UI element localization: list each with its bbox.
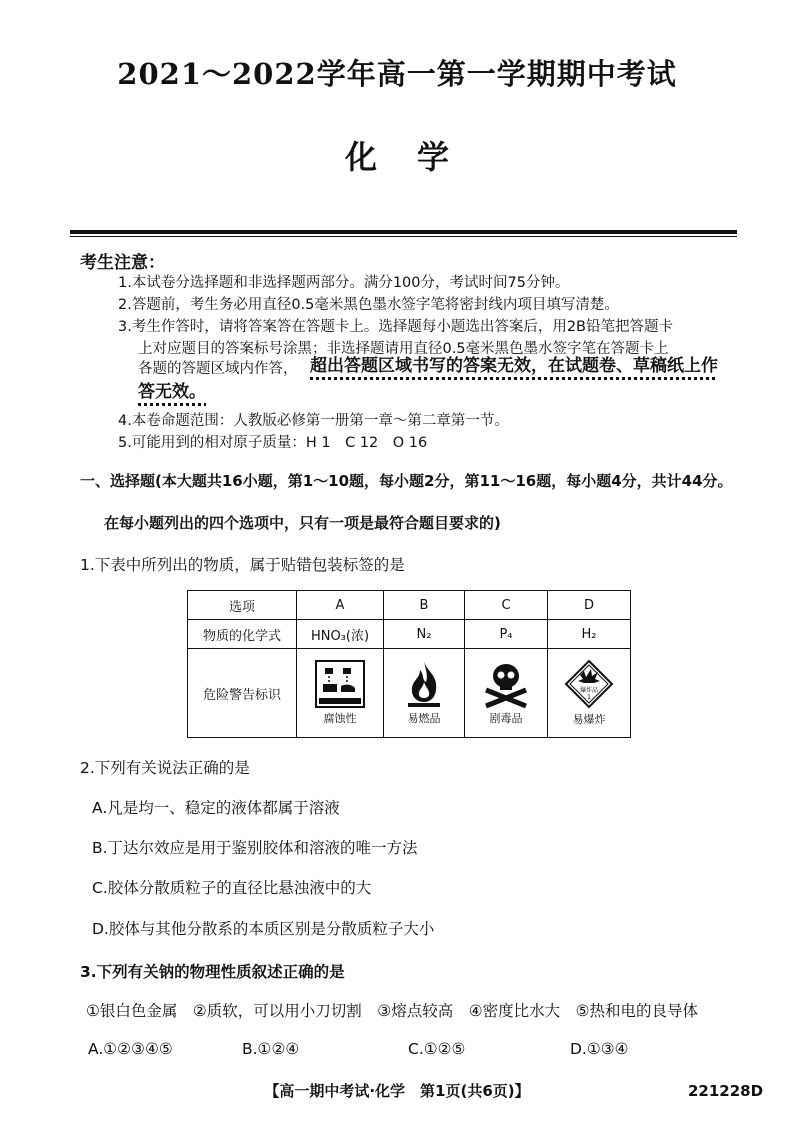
notice-item: 上对应题目的答案标号涂黑；非选择题请用直径0.5毫米黑色墨水签字笔在答题卡上 <box>138 341 669 357</box>
question-3-option: D.①③④ <box>570 1040 629 1058</box>
table-row <box>188 591 631 620</box>
divider <box>70 230 737 234</box>
table-cell: A <box>297 591 384 620</box>
question-3-stem: 3.下列有关钠的物理性质叙述正确的是 <box>80 963 345 981</box>
table-cell <box>297 649 384 738</box>
table-cell: B <box>384 591 465 620</box>
explosive-icon <box>564 659 614 709</box>
exam-title: 2021～2022学年高一第一学期期中考试 <box>117 57 677 91</box>
notice-item: 5.可能用到的相对原子质量：H 1 C 12 O 16 <box>118 435 428 451</box>
table-cell: N₂ <box>384 620 465 649</box>
table-cell: HNO₃(浓) <box>297 620 384 649</box>
question-1-stem: 1.下表中所列出的物质，属于贴错包装标签的是 <box>80 556 405 574</box>
notice-item: 1.本试卷分选择题和非选择题两部分。满分100分，考试时间75分钟。 <box>118 275 570 291</box>
paper-code: 221228D <box>688 1082 764 1100</box>
hazard-label: 腐蚀性 <box>323 712 357 725</box>
toxic-icon <box>480 660 532 708</box>
corrosive-icon <box>315 660 365 708</box>
notice-heading: 考生注意： <box>80 253 165 273</box>
explosive-inner-text: 爆炸品 <box>579 687 599 694</box>
question-2-option: D.胶体与其他分散系的本质区别是分散质粒子大小 <box>92 920 435 938</box>
page-footer: 【高一期中考试·化学 第1页(共6页)】 <box>264 1082 530 1100</box>
notice-item: 3.考生作答时，请将答案答在答题卡上。选择题每小题选出答案后，用2B铅笔把答题卡 <box>118 319 674 335</box>
notice-item: 2.答题前，考生务必用直径0.5毫米黑色墨水签字笔将密封线内项目填写清楚。 <box>118 297 619 313</box>
table-cell <box>548 649 631 738</box>
question-2-option: C.胶体分散质粒子的直径比悬浊液中的大 <box>92 879 372 897</box>
question-2-option: A.凡是均一、稳定的液体都属于溶液 <box>92 799 340 817</box>
notice-emphasis: 答无效。 <box>138 382 206 402</box>
question-2-option: B.丁达尔效应是用于鉴别胶体和溶液的唯一方法 <box>92 839 418 857</box>
hazard-label: 易燃品 <box>407 712 441 725</box>
section-heading: 一、选择题(本大题共16小题，第1～10题，每小题2分，第11～16题，每小题4分，共计44分。 <box>80 472 733 490</box>
hazard-label: 易爆炸 <box>572 713 606 726</box>
table-cell <box>465 649 548 738</box>
notice-item: 各题的答题区域内作答， <box>138 361 298 377</box>
table-cell: D <box>548 591 631 620</box>
notice-item: 4.本卷命题范围：人教版必修第一册第一章～第二章第一节。 <box>118 413 509 429</box>
notice-emphasis: 超出答题区域书写的答案无效，在试题卷、草稿纸上作 <box>310 356 718 376</box>
flammable-icon <box>402 660 446 708</box>
question-3-option: A.①②③④⑤ <box>88 1040 173 1058</box>
table-cell: 危险警告标识 <box>188 649 297 738</box>
table-cell: C <box>465 591 548 620</box>
question-3-option: B.①②④ <box>242 1040 300 1058</box>
question-3-properties: ①银白色金属 ②质软，可以用小刀切割 ③熔点较高 ④密度比水大 ⑤热和电的良导体 <box>86 1002 698 1020</box>
table-cell <box>384 649 465 738</box>
divider <box>70 236 737 237</box>
table-cell: P₄ <box>465 620 548 649</box>
hazard-label-table <box>187 590 631 738</box>
table-row <box>188 649 631 738</box>
question-2-stem: 2.下列有关说法正确的是 <box>80 759 250 777</box>
table-row <box>188 620 631 649</box>
question-3-option: C.①②⑤ <box>408 1040 466 1058</box>
table-cell: H₂ <box>548 620 631 649</box>
section-instruction: 在每小题列出的四个选项中，只有一项是最符合题目要求的) <box>104 514 501 532</box>
table-cell: 选项 <box>188 591 297 620</box>
hazard-label: 剧毒品 <box>489 712 523 725</box>
table-cell: 物质的化学式 <box>188 620 297 649</box>
svg-text:1: 1 <box>587 694 591 701</box>
subject-title: 化学 <box>344 138 489 176</box>
